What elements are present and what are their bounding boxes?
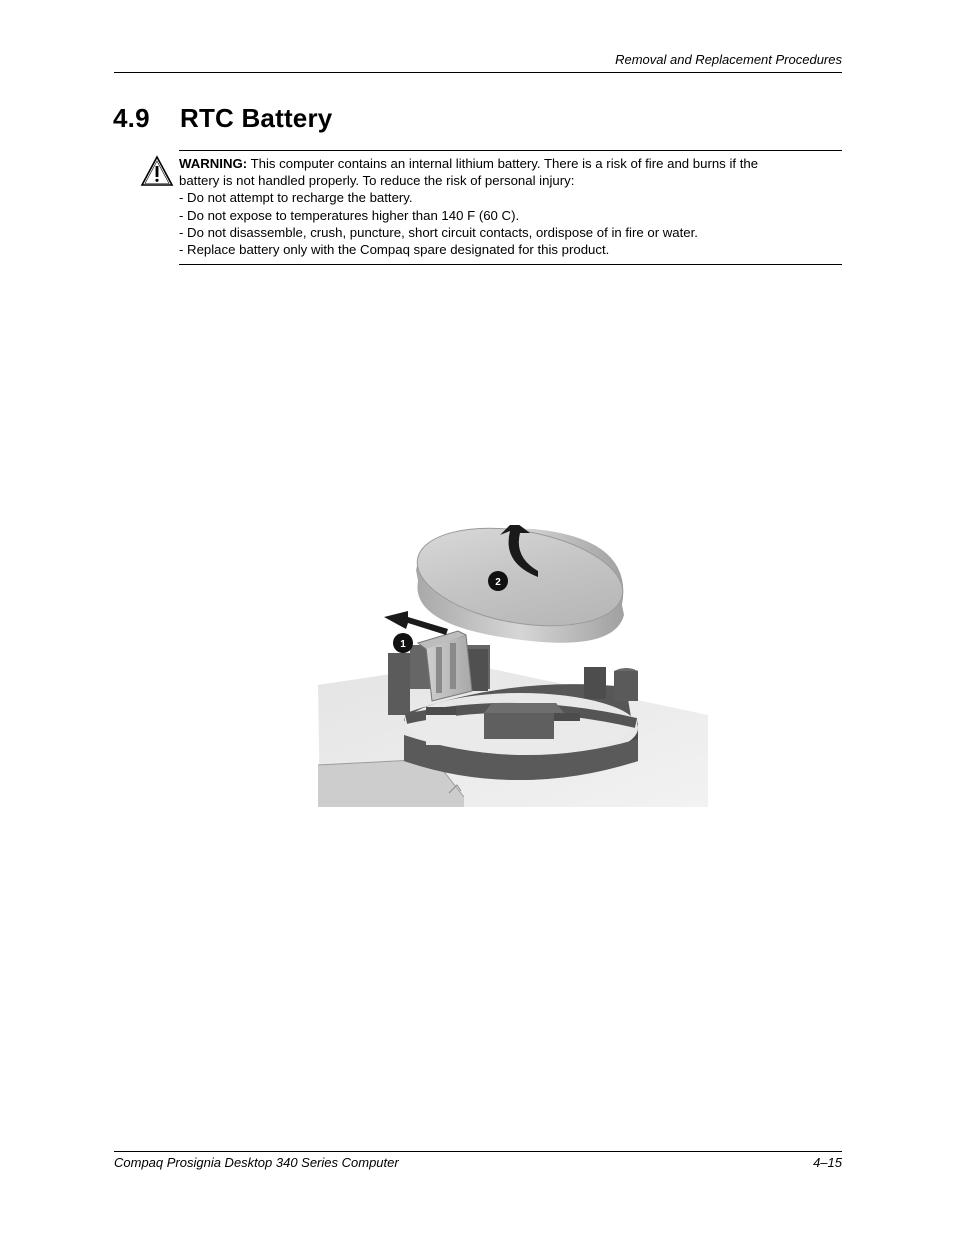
warning-rule-top xyxy=(179,150,842,151)
callout-2: 2 xyxy=(495,577,501,588)
warning-item: - Do not expose to temperatures higher than 140 F (60 C). xyxy=(179,207,520,223)
warning-label: WARNING: xyxy=(179,156,248,171)
warning-text-2: battery is not handled properly. To reduce the risk of personal injury: xyxy=(179,173,575,189)
warning-text-1: This computer contains an internal lithium battery. There is a risk of fire and burns if the xyxy=(247,156,759,171)
warning-line-1 xyxy=(179,155,819,172)
warning-item: - Do not disassemble, crush, puncture, short circuit contacts, ordispose of in fire or water. xyxy=(179,224,698,240)
running-header: Removal and Replacement Procedures xyxy=(615,52,842,67)
footer-rule xyxy=(114,1151,842,1152)
rtc-battery-removal-illustration xyxy=(314,525,708,810)
footer-page-number: 4–15 xyxy=(813,1155,842,1170)
warning-block xyxy=(179,155,819,258)
warning-rule-bottom xyxy=(179,264,842,265)
warning-item: - Do not attempt to recharge the battery. xyxy=(179,190,413,206)
section-title-text: RTC Battery xyxy=(180,103,333,133)
warning-triangle-icon xyxy=(140,155,174,187)
callout-1: 1 xyxy=(400,639,406,650)
section-number: 4.9 xyxy=(113,103,150,133)
section-title xyxy=(113,103,332,134)
warning-item: - Replace battery only with the Compaq spare designated for this product. xyxy=(179,242,610,258)
header-rule xyxy=(114,72,842,73)
footer-book-title: Compaq Prosignia Desktop 340 Series Computer xyxy=(114,1155,399,1170)
